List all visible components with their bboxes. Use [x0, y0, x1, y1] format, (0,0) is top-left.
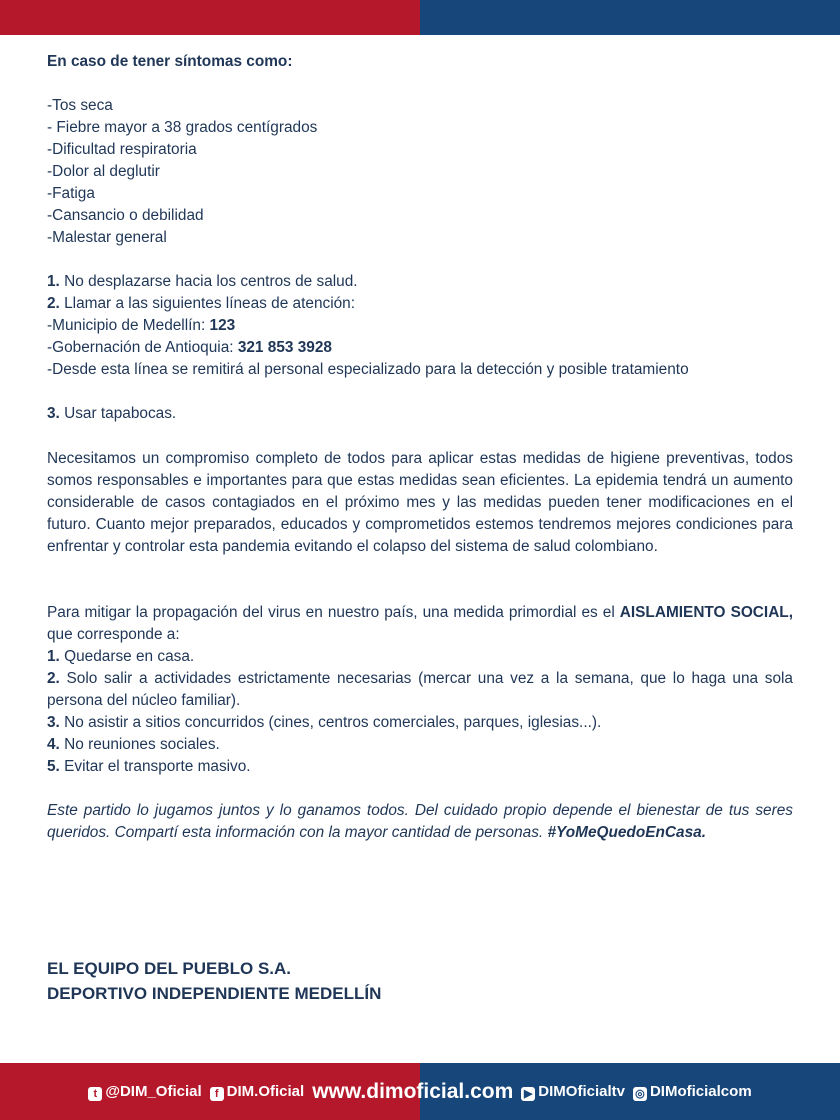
- instagram-icon: ◎: [633, 1087, 647, 1101]
- step-1: 1. No desplazarse hacia los centros de salud.: [47, 273, 358, 290]
- hotline-medellin: -Municipio de Medellín: 123: [47, 317, 236, 334]
- commitment-paragraph: Necesitamos un compromiso completo de todos para aplicar estas medidas de higiene preventivas, todos somos responsables e importantes para que estas medidas sean eficientes. La epidemia tendrá un aumento considerable de casos contagiados en el próximo mes y las medidas pueden tener modificaciones en el futuro. Cuanto mejor preparados, educados y comprometidos estemos tendremos mejores condiciones para enfrentar y controlar esta pandemia evitando el colapso del sistema de salud colombiano.: [47, 450, 793, 555]
- youtube-link[interactable]: ▶ DIMOficialtv: [521, 1083, 625, 1101]
- step-2: 2. Llamar a las siguientes líneas de atención:: [47, 295, 356, 312]
- facebook-link[interactable]: f DIM.Oficial: [210, 1083, 305, 1101]
- symptom-item: -Tos seca: [47, 97, 113, 114]
- isolation-item: 1. Quedarse en casa.: [47, 648, 195, 665]
- section-heading: En caso de tener síntomas como:: [47, 53, 293, 70]
- symptom-item: -Dolor al deglutir: [47, 163, 160, 180]
- symptom-item: -Cansancio o debilidad: [47, 207, 204, 224]
- symptom-item: -Malestar general: [47, 229, 167, 246]
- hotline-antioquia: -Gobernación de Antioquia: 321 853 3928: [47, 339, 332, 356]
- hotline-note: -Desde esta línea se remitirá al personal especializado para la detección y posible tratamiento: [47, 361, 689, 378]
- closing-message: Este partido lo jugamos juntos y lo ganamos todos. Del cuidado propio depende el bienestar de tus seres queridos. Compartí esta información con la mayor cantidad de personas. #YoMeQuedoEnCasa.: [47, 802, 793, 841]
- isolation-item: 2. Solo salir a actividades estrictamente necesarias (mercar una vez a la semana, que lo haga una sola persona del núcleo familiar).: [47, 670, 793, 709]
- isolation-item: 4. No reuniones sociales.: [47, 736, 220, 753]
- instagram-link[interactable]: ◎ DIMoficialcom: [633, 1083, 752, 1101]
- header-bar: [0, 0, 840, 35]
- youtube-icon: ▶: [521, 1087, 535, 1101]
- facebook-icon: f: [210, 1087, 224, 1101]
- symptoms-section: [47, 51, 793, 558]
- twitter-icon: t: [88, 1087, 102, 1101]
- isolation-item: 5. Evitar el transporte masivo.: [47, 758, 251, 775]
- isolation-item: 3. No asistir a sitios concurridos (cines, centros comerciales, parques, iglesias...).: [47, 714, 602, 731]
- symptom-item: - Fiebre mayor a 38 grados centígrados: [47, 119, 318, 136]
- symptom-item: -Dificultad respiratoria: [47, 141, 197, 158]
- isolation-section: [47, 602, 793, 844]
- symptom-item: -Fatiga: [47, 185, 95, 202]
- twitter-link[interactable]: t @DIM_Oficial: [88, 1083, 201, 1101]
- step-3: 3. Usar tapabocas.: [47, 405, 177, 422]
- footer-social: [0, 1063, 840, 1120]
- website-link[interactable]: www.dimoficial.com: [312, 1079, 514, 1103]
- hashtag: #YoMeQuedoEnCasa.: [547, 824, 706, 841]
- isolation-intro: Para mitigar la propagación del virus en nuestro país, una medida primordial es el AISLAMIENTO SOCIAL, que corresponde a:: [47, 604, 793, 643]
- signature: EL EQUIPO DEL PUEBLO S.A. DEPORTIVO INDEPENDIENTE MEDELLÍN: [47, 959, 382, 1003]
